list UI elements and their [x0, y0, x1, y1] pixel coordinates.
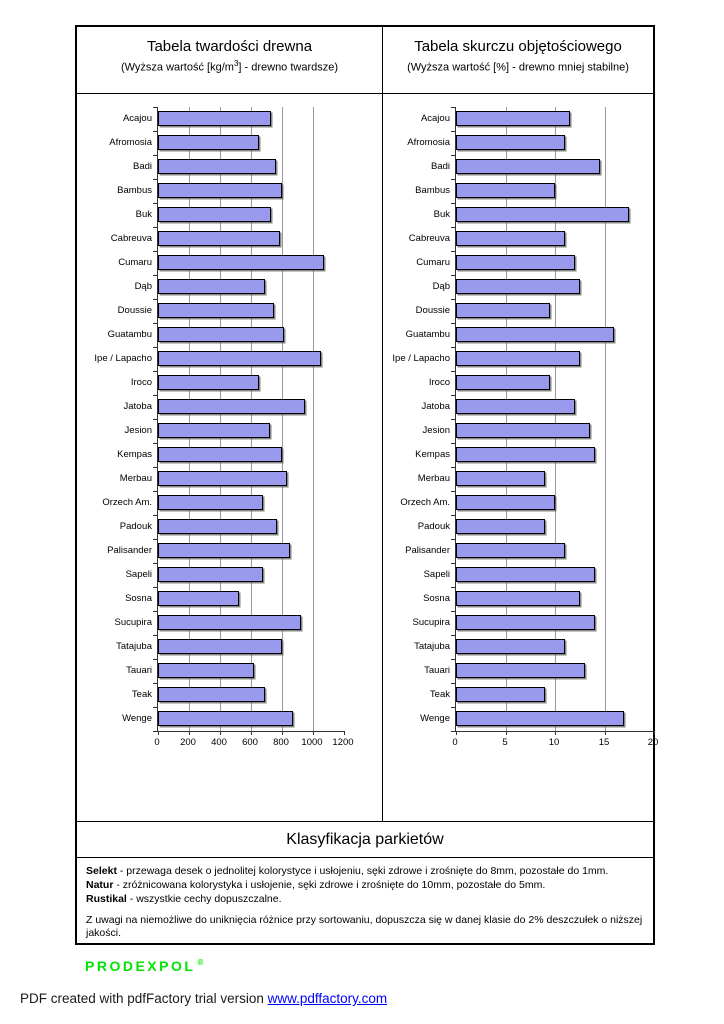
chart-row	[383, 275, 653, 299]
category-label: Teak	[131, 689, 152, 700]
chart-row	[383, 227, 653, 251]
bar-track	[455, 347, 653, 371]
axis-tick-label: 10	[548, 737, 560, 748]
bar	[158, 711, 293, 726]
bar-track	[455, 611, 653, 635]
category-label: Kempas	[415, 449, 450, 460]
chart-row	[383, 467, 653, 491]
bar	[158, 183, 282, 198]
pdf-factory-note: PDF created with pdfFactory trial version www.pdffactory.com	[20, 991, 388, 1006]
bar-track	[455, 491, 653, 515]
bar	[158, 231, 280, 246]
bar-track	[157, 419, 343, 443]
classification-body	[77, 858, 653, 948]
category-label: Tauari	[424, 665, 450, 676]
chart-row	[77, 443, 382, 467]
bar-track	[455, 587, 653, 611]
category-label: Iroco	[130, 377, 152, 388]
category-label: Jatoba	[123, 401, 152, 412]
bar-track	[455, 203, 653, 227]
chart-row	[383, 155, 653, 179]
bar	[456, 711, 624, 726]
axis-tick-label: 20	[647, 737, 659, 748]
bar-track	[157, 347, 343, 371]
axis-tick-label: 0	[154, 737, 160, 748]
x-axis-tick	[605, 731, 606, 735]
chart-row	[77, 467, 382, 491]
chart-row	[383, 299, 653, 323]
bar	[158, 543, 290, 558]
bar-track	[157, 707, 343, 731]
bar	[158, 303, 274, 318]
chart-row	[77, 419, 382, 443]
category-label: Jesion	[422, 425, 450, 436]
category-label: Doussie	[415, 305, 450, 316]
axis-tick-label: 200	[180, 737, 196, 748]
chart-row	[77, 227, 382, 251]
charts-row	[77, 94, 659, 822]
category-label: Sucupira	[412, 617, 450, 628]
bar-track	[455, 227, 653, 251]
chart-row	[383, 563, 653, 587]
chart-row	[77, 107, 382, 131]
category-label: Merbau	[417, 473, 450, 484]
x-axis-tick	[282, 731, 283, 735]
classification-desc: - zróżnicowana kolorystyka i usłojenie, sęki zdrowe i zrośnięte do 10mm, pozostałe do 5mm.	[113, 878, 546, 891]
bar-track	[157, 299, 343, 323]
category-label: Sosna	[125, 593, 152, 604]
document-table	[75, 25, 659, 945]
axis-tick-label: 400	[211, 737, 227, 748]
x-axis-tick	[654, 731, 655, 735]
category-label: Badi	[132, 161, 152, 172]
chart-row	[77, 539, 382, 563]
bar-track	[455, 275, 653, 299]
shrinkage-chart	[383, 94, 659, 821]
chart-row	[383, 251, 653, 275]
chart-row	[77, 251, 382, 275]
registered-mark: ®	[197, 958, 204, 968]
bar-track	[157, 635, 343, 659]
bar	[158, 255, 324, 270]
bar-track	[455, 299, 653, 323]
category-rows	[383, 107, 653, 731]
bar-track	[157, 683, 343, 707]
chart-row	[383, 131, 653, 155]
category-label: Tauari	[126, 665, 152, 676]
category-label: Sapeli	[423, 569, 450, 580]
classification-items	[86, 865, 644, 907]
bar-track	[157, 371, 343, 395]
category-label: Buk	[135, 209, 152, 220]
bar-track	[455, 683, 653, 707]
chart-row	[77, 611, 382, 635]
bar-track	[455, 323, 653, 347]
chart-row	[383, 179, 653, 203]
chart-row	[77, 299, 382, 323]
x-axis-tick	[555, 731, 556, 735]
axis-tick-label: 600	[242, 737, 258, 748]
chart-row	[383, 371, 653, 395]
chart-row	[383, 587, 653, 611]
category-label: Padouk	[417, 521, 450, 532]
chart-row	[383, 707, 653, 731]
classification-term: Natur	[86, 878, 114, 891]
bar-track	[455, 155, 653, 179]
bar	[158, 423, 270, 438]
bar-track	[157, 155, 343, 179]
category-label: Cumaru	[416, 257, 450, 268]
bar	[456, 279, 580, 294]
category-label: Dąb	[134, 281, 152, 292]
chart-row	[383, 611, 653, 635]
x-axis-tick	[456, 731, 457, 735]
bar	[456, 615, 595, 630]
bar	[158, 399, 305, 414]
bar-track	[455, 371, 653, 395]
bar-track	[455, 659, 653, 683]
bar-track	[157, 659, 343, 683]
bar-track	[157, 611, 343, 635]
x-axis-tick	[506, 731, 507, 735]
chart-row	[77, 371, 382, 395]
hardness-header-cell	[77, 27, 383, 93]
category-label: Orzech Am.	[400, 497, 450, 508]
classification-term: Rustikal	[86, 892, 127, 905]
bar-track	[157, 179, 343, 203]
bar-track	[455, 443, 653, 467]
bar	[158, 519, 277, 534]
bar	[158, 447, 282, 462]
chart-row	[77, 587, 382, 611]
bar	[456, 159, 600, 174]
bar	[456, 303, 550, 318]
category-label: Buk	[433, 209, 450, 220]
chart-row	[383, 659, 653, 683]
category-label: Bambus	[415, 185, 450, 196]
bar	[158, 135, 259, 150]
category-label: Ipe / Lapacho	[94, 353, 152, 364]
bar	[158, 567, 263, 582]
prodexpol-logo: PRODEXPOL ®	[85, 958, 204, 974]
axis-tick-label: 0	[452, 737, 458, 748]
bar-track	[157, 395, 343, 419]
x-axis-tick	[158, 731, 159, 735]
hardness-title: Tabela twardości drewna	[146, 38, 313, 55]
category-label: Guatambu	[405, 329, 450, 340]
chart-row	[77, 131, 382, 155]
x-axis-tick	[313, 731, 314, 735]
bar	[158, 615, 301, 630]
chart-row	[77, 491, 382, 515]
category-label: Palisander	[405, 545, 450, 556]
axis-tick-label: 15	[598, 737, 610, 748]
bar-track	[455, 707, 653, 731]
bar-track	[157, 539, 343, 563]
category-label: Bambus	[117, 185, 152, 196]
category-label: Badi	[430, 161, 450, 172]
chart-row	[383, 539, 653, 563]
classification-item	[86, 865, 644, 879]
x-axis-tick	[220, 731, 221, 735]
chart-row	[383, 347, 653, 371]
chart-row	[77, 203, 382, 227]
category-label: Sapeli	[125, 569, 152, 580]
category-label: Iroco	[428, 377, 450, 388]
bar	[456, 399, 575, 414]
axis-tick-label: 5	[502, 737, 508, 748]
bar	[158, 471, 287, 486]
bar-track	[157, 275, 343, 299]
axis-tick-label: 1000	[301, 737, 323, 748]
category-label: Kempas	[117, 449, 152, 460]
category-label: Tatajuba	[116, 641, 152, 652]
shrinkage-header-cell	[383, 27, 653, 93]
bar	[456, 447, 595, 462]
chart-row	[77, 323, 382, 347]
bar	[456, 495, 555, 510]
bar-track	[455, 131, 653, 155]
y-axis-tick	[451, 731, 455, 732]
chart-row	[77, 659, 382, 683]
category-label: Acajou	[420, 113, 450, 124]
category-label: Teak	[429, 689, 450, 700]
category-label: Cabreuva	[110, 233, 152, 244]
chart-row	[77, 395, 382, 419]
bar	[456, 687, 545, 702]
bar	[456, 231, 565, 246]
bar	[158, 375, 259, 390]
chart-row	[77, 155, 382, 179]
classification-desc: - przewaga desek o jednolitej kolorystyce i usłojeniu, sęki zdrowe i zrośnięte do 8mm, pozostałe do 1mm.	[116, 865, 609, 877]
category-label: Cabreuva	[408, 233, 450, 244]
bar-track	[455, 419, 653, 443]
axis-tick-label: 800	[273, 737, 289, 748]
category-label: Guatambu	[107, 329, 152, 340]
bar	[456, 471, 545, 486]
chart-row	[77, 563, 382, 587]
bar	[158, 663, 254, 678]
bar-track	[157, 251, 343, 275]
chart-row	[383, 395, 653, 419]
bar	[158, 351, 321, 366]
chart-row	[383, 635, 653, 659]
bar	[158, 111, 271, 126]
category-label: Cumaru	[118, 257, 152, 268]
category-label: Doussie	[117, 305, 152, 316]
bar-track	[157, 467, 343, 491]
shrinkage-subtitle: (Wyższa wartość [%] - drewno mniej stabilne)	[407, 61, 629, 74]
bar-track	[157, 131, 343, 155]
bar	[456, 255, 575, 270]
bar-track	[455, 107, 653, 131]
category-label: Afromosia	[109, 137, 152, 148]
category-label: Wenge	[122, 713, 152, 724]
bar-track	[157, 323, 343, 347]
table-header-row	[77, 27, 653, 94]
classification-desc: - wszystkie cechy dopuszczalne.	[126, 892, 282, 905]
category-label: Padouk	[119, 521, 152, 532]
bar	[456, 351, 580, 366]
bar-track	[157, 203, 343, 227]
bar	[456, 519, 545, 534]
chart-row	[77, 635, 382, 659]
bar-track	[157, 491, 343, 515]
bar	[456, 543, 565, 558]
bar	[456, 111, 570, 126]
bar-track	[157, 443, 343, 467]
bar-track	[157, 107, 343, 131]
bar	[456, 375, 550, 390]
category-label: Acajou	[122, 113, 152, 124]
bar-track	[157, 515, 343, 539]
classification-term: Selekt	[86, 865, 117, 877]
bar	[456, 591, 580, 606]
category-label: Jesion	[124, 425, 152, 436]
bar	[456, 639, 565, 654]
bar	[158, 207, 271, 222]
classification-title: Klasyfikacja parkietów	[77, 822, 653, 858]
chart-row	[383, 203, 653, 227]
category-label: Tatajuba	[414, 641, 450, 652]
chart-row	[383, 107, 653, 131]
bar-track	[455, 515, 653, 539]
category-label: Afromosia	[407, 137, 450, 148]
bar	[158, 327, 284, 342]
chart-row	[383, 419, 653, 443]
chart-row	[383, 323, 653, 347]
chart-row	[77, 683, 382, 707]
category-label: Jatoba	[421, 401, 450, 412]
category-rows	[77, 107, 382, 731]
category-label: Ipe / Lapacho	[392, 353, 450, 364]
bar	[456, 567, 595, 582]
chart-row	[383, 491, 653, 515]
category-label: Wenge	[420, 713, 450, 724]
bar	[456, 327, 614, 342]
chart-row	[77, 515, 382, 539]
bar	[158, 159, 276, 174]
bar-track	[455, 539, 653, 563]
category-label: Palisander	[107, 545, 152, 556]
classification-item	[86, 893, 644, 907]
x-axis-tick	[251, 731, 252, 735]
bar-track	[157, 587, 343, 611]
chart-row	[77, 275, 382, 299]
category-label: Dąb	[432, 281, 450, 292]
bar	[456, 663, 585, 678]
bar	[158, 279, 265, 294]
bar	[456, 207, 629, 222]
chart-row	[77, 179, 382, 203]
category-label: Merbau	[119, 473, 152, 484]
pdffactory-link[interactable]: www.pdffactory.com	[267, 991, 388, 1006]
chart-row	[383, 683, 653, 707]
bar	[456, 135, 565, 150]
bar	[158, 495, 263, 510]
bar-track	[455, 395, 653, 419]
bar-track	[455, 563, 653, 587]
chart-row	[77, 707, 382, 731]
bar-track	[455, 467, 653, 491]
bar-track	[157, 563, 343, 587]
classification-item	[86, 879, 644, 893]
hardness-chart	[77, 94, 383, 821]
y-axis-tick	[153, 731, 157, 732]
bar	[456, 183, 555, 198]
x-axis-tick	[344, 731, 345, 735]
bar	[158, 639, 282, 654]
classification-note: Z uwagi na niemożliwe do uniknięcia różnice przy sortowaniu, dopuszcza się w danej klasie do 2% deszczułek o niższej jakości.	[86, 913, 643, 940]
x-axis-tick	[189, 731, 190, 735]
bar-track	[455, 635, 653, 659]
bar-track	[455, 251, 653, 275]
shrinkage-title: Tabela skurczu objętościowego	[414, 38, 622, 55]
category-label: Orzech Am.	[102, 497, 152, 508]
chart-row	[383, 515, 653, 539]
category-label: Sucupira	[114, 617, 152, 628]
bar	[158, 687, 265, 702]
bar	[456, 423, 590, 438]
bar	[158, 591, 239, 606]
axis-tick-label: 1200	[332, 737, 354, 748]
bar-track	[455, 179, 653, 203]
chart-row	[77, 347, 382, 371]
bar-track	[157, 227, 343, 251]
hardness-subtitle: (Wyższa wartość $[kg/m^3]$ - drewno twardsze)	[120, 59, 339, 74]
category-label: Sosna	[423, 593, 450, 604]
chart-row	[383, 443, 653, 467]
